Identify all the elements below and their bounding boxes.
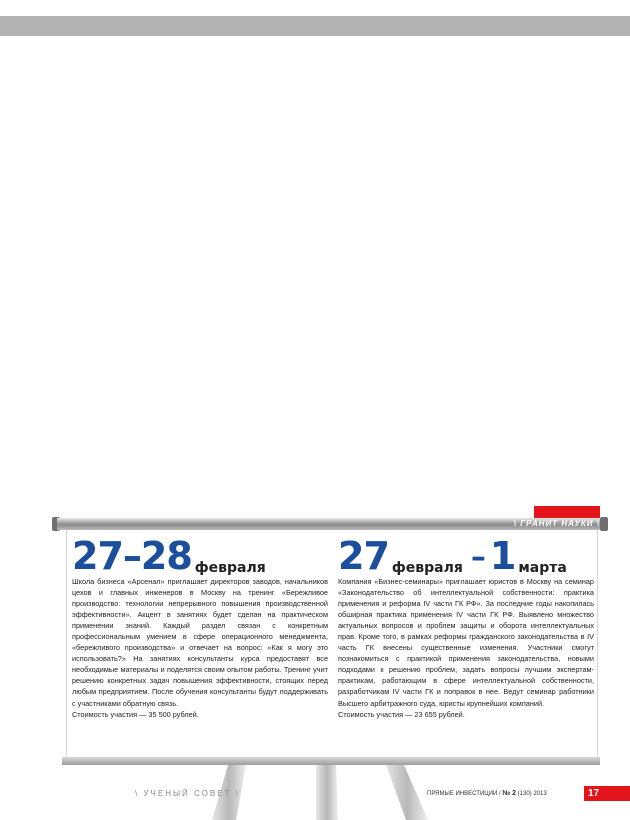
footer-magazine-info	[427, 790, 547, 797]
right-article	[338, 536, 594, 720]
easel-leg-right	[386, 765, 428, 820]
footer-issue-label: № 2	[502, 790, 516, 797]
red-tab-accent	[534, 506, 600, 518]
left-date: 27–28	[72, 534, 192, 578]
footer-magazine-name: ПРЯМЫЕ ИНВЕСТИЦИИ /	[427, 791, 501, 797]
right-month-end: марта	[518, 560, 567, 576]
right-article-body	[338, 576, 594, 709]
left-date-heading	[72, 536, 328, 576]
section-label: \ ГРАНИТ НАУКИ \	[513, 519, 600, 528]
left-article-body	[72, 576, 328, 709]
page-number: 17	[584, 786, 630, 801]
right-article-price: Стоимость участия — 23 655 рублей.	[338, 709, 465, 719]
easel-leg-center	[316, 765, 338, 820]
right-date-end: 1	[489, 534, 516, 578]
right-month-start: февраля	[391, 560, 463, 576]
right-date-dash: –	[470, 540, 486, 575]
left-article-text: Школа бизнеса «Арсенал» приглашает директоров заводов, начальников цехов и главных инженеров в Москву на тренинг «Бережливое производство: технологии непрерывного повышения производственной эффективности». Акцент в занятиях будет сделан на практическом применении знаний. Каждый раздел связан с конкретным профессиональным умением в сфере операционного менеджмента, «бережливого производства» и отвечает на вопрос: «Как я могу это использовать?» На занятиях консультанты курса предоставят все необходимые материалы и поделятся своим опытом работы. Тренинг учит решению конкретных задач повышения эффективности, стоящих перед любым предприятием. После обучения консультанты будут поддерживать с участниками обратную связь.	[72, 577, 328, 708]
footer-section-label: \ УЧЕНЫЙ СОВЕТ \	[135, 789, 240, 798]
left-article-price: Стоимость участия — 35 500 рублей.	[72, 709, 199, 719]
right-article-text: Компания «Бизнес-семинары» приглашает юристов в Москву на семинар «Законодательство об интеллектуальной собственности: практика применения и реформа IV части ГК РФ». За последние годы накопилась обширная практика применения IV части ГК РФ. Выявлено множество актуальных вопросов и проблем защиты и оборота интеллектуальных прав. Кроме того, в рамках реформы гражданского законодательства в IV часть ГК внесены существенные изменения. Участники смогут познакомиться с практикой применения законодательства, новыми подходами к решению проблем, задать вопросы лучшим экспертам-практикам, работающим в сфере интеллектуальной собственности, разработчикам IV части ГК и поправок в нее. Ведут семинар работники Высшего арбитражного суда, юристы крупнейших компаний.	[338, 577, 594, 708]
left-article	[72, 536, 328, 720]
right-date-start: 27	[338, 534, 389, 578]
left-month: февраля	[194, 560, 266, 576]
footer-issue-rest: (130) 2013	[517, 791, 547, 797]
rail-cap-right	[600, 517, 608, 531]
easel-board-bottom	[62, 757, 600, 765]
right-date-heading	[338, 536, 594, 576]
